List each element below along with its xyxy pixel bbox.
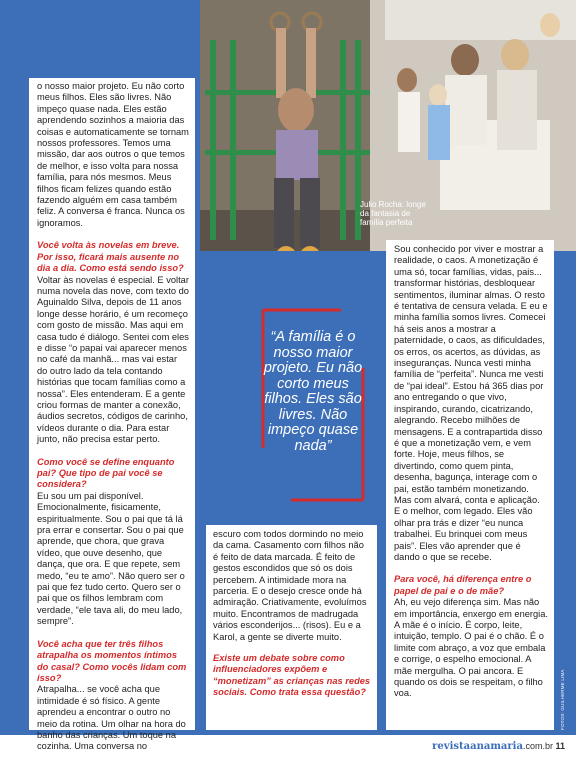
paragraph: Ah, eu vejo diferença sim. Mas não em importância, enxergo em energia. A mãe é o início. É corpo, leite, intuição, templo. O pai é o chão. É o limite com abraço, a voz que embala e corrige, o espelho emocional. A mãe mergulha. O pai ancora. E quando os dois se respeitam, o filho voa. [394, 597, 548, 699]
interview-question: Existe um debate sobre como influenciadores expõem e “monetizam” as crianças nas redes sociais. Como trata essa questão? [213, 653, 371, 698]
interview-question: Como você se define enquanto pai? Que tipo de pai você se considera? [37, 456, 175, 490]
interview-question: Para você, há diferença entre o papel de pai e o de mãe? [394, 574, 532, 596]
page-number: 11 [555, 741, 565, 751]
right-text-column [386, 240, 554, 730]
paragraph: o nosso maior projeto. Eu não corto meus filhos. Eles são livres. Não impeço quase nada. Eles estão aprendendo sozinhos a maioria das coisas e automaticamente se tornam nossos professores. Temos uma missão, dar aos outros o que temos de melhor, e isso volta para nossa família, para nós mesmos. Meus filhos ficam felizes quando estão fazendo alguém em casa também feliz. A conversa é franca. Nunca os ignoramos. [37, 81, 189, 228]
paragraph: Atrapalha... se você acha que intimidade é só físico. A gente aprendeu a encontrar o outro no meio da rotina. Um olhar na hora do banho das crianças. Um toque na cozinha. Uma conversa no [37, 684, 186, 752]
pull-quote-text: “A família é o nosso maior projeto. Eu não corto meus filhos. Eles são livres. Não impeço quase nada” [263, 329, 363, 454]
magazine-brand: revistaanamaria [432, 741, 523, 752]
interview-question: Você acha que ter três filhos atrapalha os momentos íntimos do casal? Como vocês lidam com isso? [37, 638, 187, 683]
paragraph: Voltar às novelas é especial. E voltar numa novela das nove, com texto do Aguinaldo Silva, depois de 11 anos longe desse horário, é um recomeço com gosto de missão. Mas aqui em casa tudo é diálogo. Sentei com eles e disse “o papai vai aparecer menos no café da manhã... mas vai estar do outro lado da tela contando histórias que tocam famílias como a nossa”. Eles entenderam. E a gente criou formas de manter a conexão, áudios secretos, códigos de carinho, vídeos durante o dia. Para estar junto, não precisa estar perto. [37, 274, 189, 445]
pull-quote [261, 308, 365, 508]
paragraph: Eu sou um pai disponível. Emocionalmente, fisicamente, espiritualmente. Sou o pai que tá lá pra errar e consertar. Sou o pai que aprende, que chora, que grava vídeo, que ouve desenho, que dança, que ora. E que repete, sem medo, “eu te amo”. Não quero ser o pai que fez tudo certo. Quero ser o pai que os filhos lembram com verdade, “ele tava ali, do meu lado, sempre”. [37, 490, 185, 627]
left-text-column [29, 78, 195, 752]
interview-question: Você volta às novelas em breve. Por isso, ficará mais ausente no dia a dia. Como está sendo isso? [37, 240, 184, 274]
page-footer [432, 741, 565, 752]
paragraph: Sou conhecido por viver e mostrar a realidade, o caos. A monetização é uma só, tocar famílias, vidas, pais... transformar histórias, desbloquear sentimentos, iluminar almas. O resto é tentativa de censura velada. E eu e minha família somos livres. Comecei há seis anos a mostrar a paternidade, o caos, as dificuldades, os erros, os acertos, as dúvidas, as inseguranças. Nunca vesti minha família de “perfeita”. Nunca me vesti de “pai ideal”. Estou há 365 dias por ano entregando o que vivo, inspirando, curando, cicatrizando, alegrando. Recebo milhões de mensagens. E a contrapartida disso é que a monetização vem, e vem forte. Hoje, meus filhos, se divertindo, como quem pinta, desenha, bagunça, interage com o pai, estão também monetizando. Mas com alvará, conta e aplicação. E o melhor, com legado. Eles vão olhar pra trás e dizer “eu nunca trabalhei. Eu brinquei com meus pais”. Eles vão aprender que é dando o que se recebe. [394, 244, 548, 562]
photo-caption: Julio Rocha: longe da fantasia de família perfeita [360, 200, 426, 227]
magazine-domain: .com.br [522, 741, 553, 751]
middle-text-column [206, 525, 377, 730]
paragraph: escuro com todos dormindo no meio da cama. Casamento com filhos não é feito de data marcada. É feito de gestos escondidos que só os dois percebem. A intimidade mora na parceria. E o desejo cresce onde há admiração. Criativamente, evoluímos muito. Encontramos de madrugada vários esconderijos... (risos). Eu e a Karol, a gente se diverte muito. [213, 529, 367, 642]
photo-credit: FOTOS: GUILHERME LIMA [560, 669, 565, 730]
